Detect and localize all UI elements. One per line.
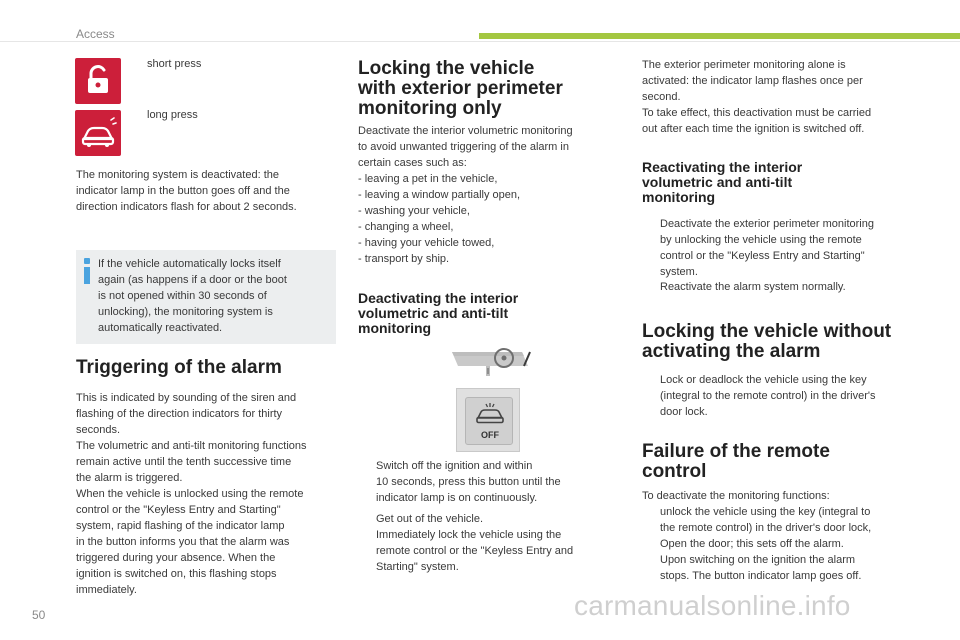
text-line: Open the door; this sets off the alarm. <box>660 538 844 550</box>
section-accent-bar <box>479 33 960 39</box>
text-line: Upon switching on the ignition the alarm <box>660 554 856 566</box>
text-line: remain active until the tenth successive time <box>76 456 292 468</box>
text-line: second. <box>642 91 681 103</box>
text-line: seconds. <box>76 424 121 436</box>
reactivating-interior-heading: Reactivating the interior volumetric and anti-tilt monitoring <box>642 159 803 205</box>
info-icon <box>84 258 90 284</box>
text-line: flashing of the direction indicators for thirty <box>76 408 283 420</box>
text-line: triggered during your absence. When the <box>76 552 276 564</box>
text-line: Lock or deadlock the vehicle using the key <box>660 374 867 386</box>
text-line: door lock. <box>660 406 708 418</box>
text-line: indicator lamp is on continuously. <box>376 492 538 504</box>
text-line: The monitoring system is deactivated: the <box>76 169 279 181</box>
text-line: the alarm is triggered. <box>76 472 183 484</box>
locking-exterior-paragraph <box>358 123 573 267</box>
text-line: to avoid unwanted triggering of the alarm in <box>358 141 569 153</box>
triggering-heading: Triggering of the alarm <box>76 357 282 378</box>
lock-without-alarm-step <box>642 372 875 420</box>
text-line: Deactivate the interior volumetric monitoring <box>358 125 573 137</box>
text-line: Immediately lock the vehicle using the <box>376 529 562 541</box>
text-line: - changing a wheel, <box>358 221 454 233</box>
text-line: control or the "Keyless Entry and Starting" <box>76 504 281 516</box>
text-line: This is indicated by sounding of the siren and <box>76 392 297 404</box>
locking-exterior-heading: Locking the vehicle with exterior perimeter monitoring only <box>358 58 563 119</box>
exterior-monitoring-paragraph <box>642 57 871 137</box>
dashboard-illustration <box>448 340 532 380</box>
text-line: If the vehicle automatically locks itself <box>98 258 281 270</box>
failure-remote-heading: Failure of the remote control <box>642 441 830 482</box>
text-line: system, rapid flashing of the indicator lamp <box>76 520 285 532</box>
text-line: activated: the indicator lamp flashes once per <box>642 75 863 87</box>
deactivate-step-3 <box>358 527 573 575</box>
text-line: - leaving a pet in the vehicle, <box>358 173 498 185</box>
text-line: unlocking), the monitoring system is <box>98 306 273 318</box>
text-line: ignition is switched on, this flashing stops <box>76 568 277 580</box>
watermark: carmanualsonline.info <box>574 590 851 621</box>
text-line: the remote control) in the driver's door lock, <box>660 522 872 534</box>
text-line: When the vehicle is unlocked using the remote <box>76 488 304 500</box>
deactivate-step-1 <box>358 458 561 506</box>
text-line: unlock the vehicle using the key (integral to <box>660 506 871 518</box>
failure-step-3 <box>642 552 861 584</box>
text-line: immediately. <box>76 584 137 596</box>
off-label: OFF <box>481 430 499 440</box>
deactivate-step-2 <box>358 511 483 527</box>
short-press-caption: short press <box>147 58 202 70</box>
unlock-icon <box>75 58 121 104</box>
failure-step-1 <box>642 504 871 536</box>
text-line: control or the "Keyless Entry and Starting" <box>660 250 865 262</box>
text-line: out after each time the ignition is switched off. <box>642 123 865 135</box>
text-line: in the button informs you that the alarm was <box>76 536 290 548</box>
info-text <box>98 256 287 336</box>
text-line: The exterior perimeter monitoring alone is <box>642 59 846 71</box>
text-line: direction indicators flash for about 2 seconds. <box>76 201 297 213</box>
text-line: (integral to the remote control) in the driver's <box>660 390 876 402</box>
reactivate-step-1 <box>642 216 874 280</box>
triggering-paragraph <box>76 390 307 598</box>
text-line: Get out of the vehicle. <box>376 513 484 525</box>
deactivating-interior-heading: Deactivating the interior volumetric and anti-tilt monitoring <box>358 290 519 336</box>
text-line: - washing your vehicle, <box>358 205 470 217</box>
text-line: indicator lamp in the button goes off and the <box>76 185 290 197</box>
failure-step-2 <box>642 536 844 552</box>
text-line: Starting" system. <box>376 561 459 573</box>
text-line: Deactivate the exterior perimeter monitoring <box>660 218 874 230</box>
text-line: 10 seconds, press this button until the <box>376 476 561 488</box>
text-line: Reactivate the alarm system normally. <box>660 281 846 293</box>
section-title: Access <box>76 27 115 41</box>
text-line: To deactivate the monitoring functions: <box>642 490 830 502</box>
deactivated-paragraph <box>76 167 297 215</box>
text-line: - leaving a window partially open, <box>358 189 521 201</box>
text-line: The volumetric and anti-tilt monitoring functions <box>76 440 307 452</box>
text-line: - transport by ship. <box>358 253 450 265</box>
info-box <box>76 250 336 344</box>
text-line: remote control or the "Keyless Entry and <box>376 545 574 557</box>
page-number: 50 <box>32 608 46 622</box>
alarm-off-button-illustration <box>456 388 520 452</box>
locking-without-alarm-heading: Locking the vehicle without activating the alarm <box>642 321 892 362</box>
car-alarm-off-icon <box>472 402 508 428</box>
car-alarm-icon <box>75 110 121 156</box>
reactivate-step-2 <box>642 279 846 295</box>
failure-intro <box>642 488 830 504</box>
text-line: Switch off the ignition and within <box>376 460 533 472</box>
text-line: system. <box>660 266 698 278</box>
text-line: To take effect, this deactivation must be carried <box>642 107 872 119</box>
text-line: stops. The button indicator lamp goes off. <box>660 570 862 582</box>
text-line: again (as happens if a door or the boot <box>98 274 287 286</box>
text-line: automatically reactivated. <box>98 322 223 334</box>
text-line: by unlocking the vehicle using the remote <box>660 234 862 246</box>
long-press-caption: long press <box>147 109 198 121</box>
text-line: is not opened within 30 seconds of <box>98 290 267 302</box>
text-line: - having your vehicle towed, <box>358 237 495 249</box>
header-divider <box>0 41 960 42</box>
text-line: certain cases such as: <box>358 157 467 169</box>
